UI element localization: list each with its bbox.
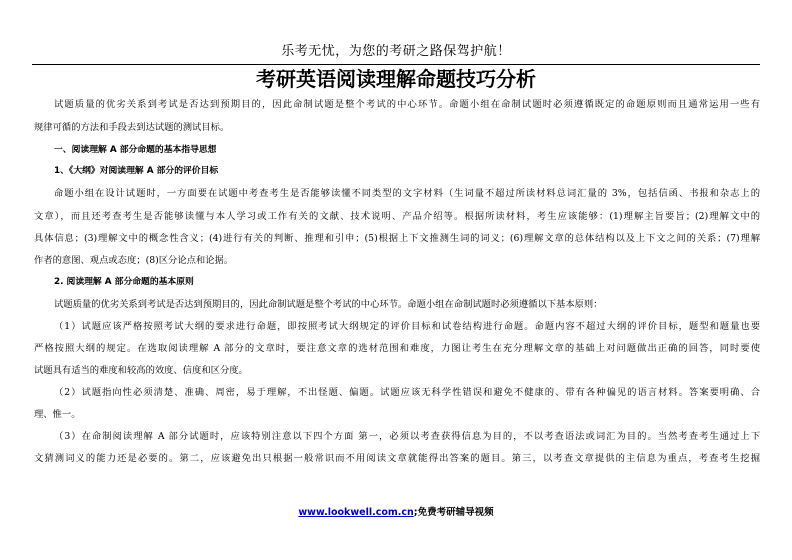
document-title: 考研英语阅读理解命题技巧分析 [256,67,536,91]
paragraph-line: 作者的意图、观点或态度；(8)区分论点和论据。 [34,255,234,266]
page-footer [0,507,792,519]
paragraph-line: （2）试题指向性必须清楚、准确、周密，易于理解，不出怪题、偏题。试题应该无科学性错误和避免不健康的、带有各种偏见的语言材料。答案要明确、合 [54,387,760,398]
header-divider [32,64,760,65]
paragraph-line: 具体信息；(3)理解文中的概念性含义；(4)进行有关的判断、推理和引申；(5)根据上下文推测生词的词义；(6)理解文章的总体结构以及上下文之间的关系；(7)理解 [34,233,760,244]
footer-link[interactable]: www.lookwell.com.cn [298,507,414,518]
paragraph-line: 文猜测词义的能力还是必要的。第二，应该避免出只根据一般常识而不用阅读文章就能得出答案的题目。第三，以考查文章提供的主信息为重点，考查考生挖掘 [34,453,760,464]
page-header-slogan: 乐考无忧，为您的考研之路保驾护航！ [281,44,511,59]
paragraph-line: （1）试题应该严格按照考试大纲的要求进行命题，即按照考试大纲规定的评价目标和试卷结构进行命题。命题内容不超过大纲的评价目标，题型和题量也要 [54,321,760,332]
footer-tagline: ;免费考研辅导视频 [413,507,494,518]
paragraph-line: 文章），而且还考查考生是否能够读懂与本人学习或工作有关的文献、技术说明、产品介绍等。根据所读材料，考生应该能够：(1)理解主旨要旨；(2)理解文中的 [34,211,760,222]
subsection-heading: 1、《大纲》对阅读理解 A 部分的评价目标 [54,166,219,176]
paragraph-line: 试题质量的优劣关系到考试是否达到预期目的，因此命制试题是整个考试的中心环节。命题小组在命制试题时必须遵循既定的命题原则而且通常运用一些有 [54,99,760,110]
paragraph-line: 试题质量的优劣关系到考试是否达到预期目的，因此命制试题是整个考试的中心环节。命题小组在命制试题时必须遵循以下基本原则： [54,299,603,310]
paragraph-line: （3）在命制阅读理解 A 部分试题时，应该特别注意以下四个方面 第一，必须以考查获得信息为目的，不以考查语法或词汇为目的。当然考查考生通过上下 [54,431,760,442]
section-heading: 一、阅读理解 A 部分命题的基本指导思想 [54,145,217,155]
paragraph-line: 命题小组在设计试题时，一方面要在试题中考查考生是否能够读懂不同类型的文字材料（生词量不超过所读材料总词汇量的 3%，包括信函、书报和杂志上的 [54,188,760,199]
paragraph-line: 理、惟一。 [34,409,81,420]
paragraph-line: 严格按照大纲的规定。在选取阅读理解 A 部分的文章时，要注意文章的选材范围和难度，力图让考生在充分理解文章的基础上对问题做出正确的回答，同时要使 [34,343,760,354]
paragraph-line: 规律可循的方法和手段去到达试题的测试目标。 [34,122,230,133]
subsection-heading: 2. 阅读理解 A 部分命题的基本原则 [54,277,194,287]
paragraph-line: 试题具有适当的难度和较高的效度、信度和区分度。 [34,365,248,376]
